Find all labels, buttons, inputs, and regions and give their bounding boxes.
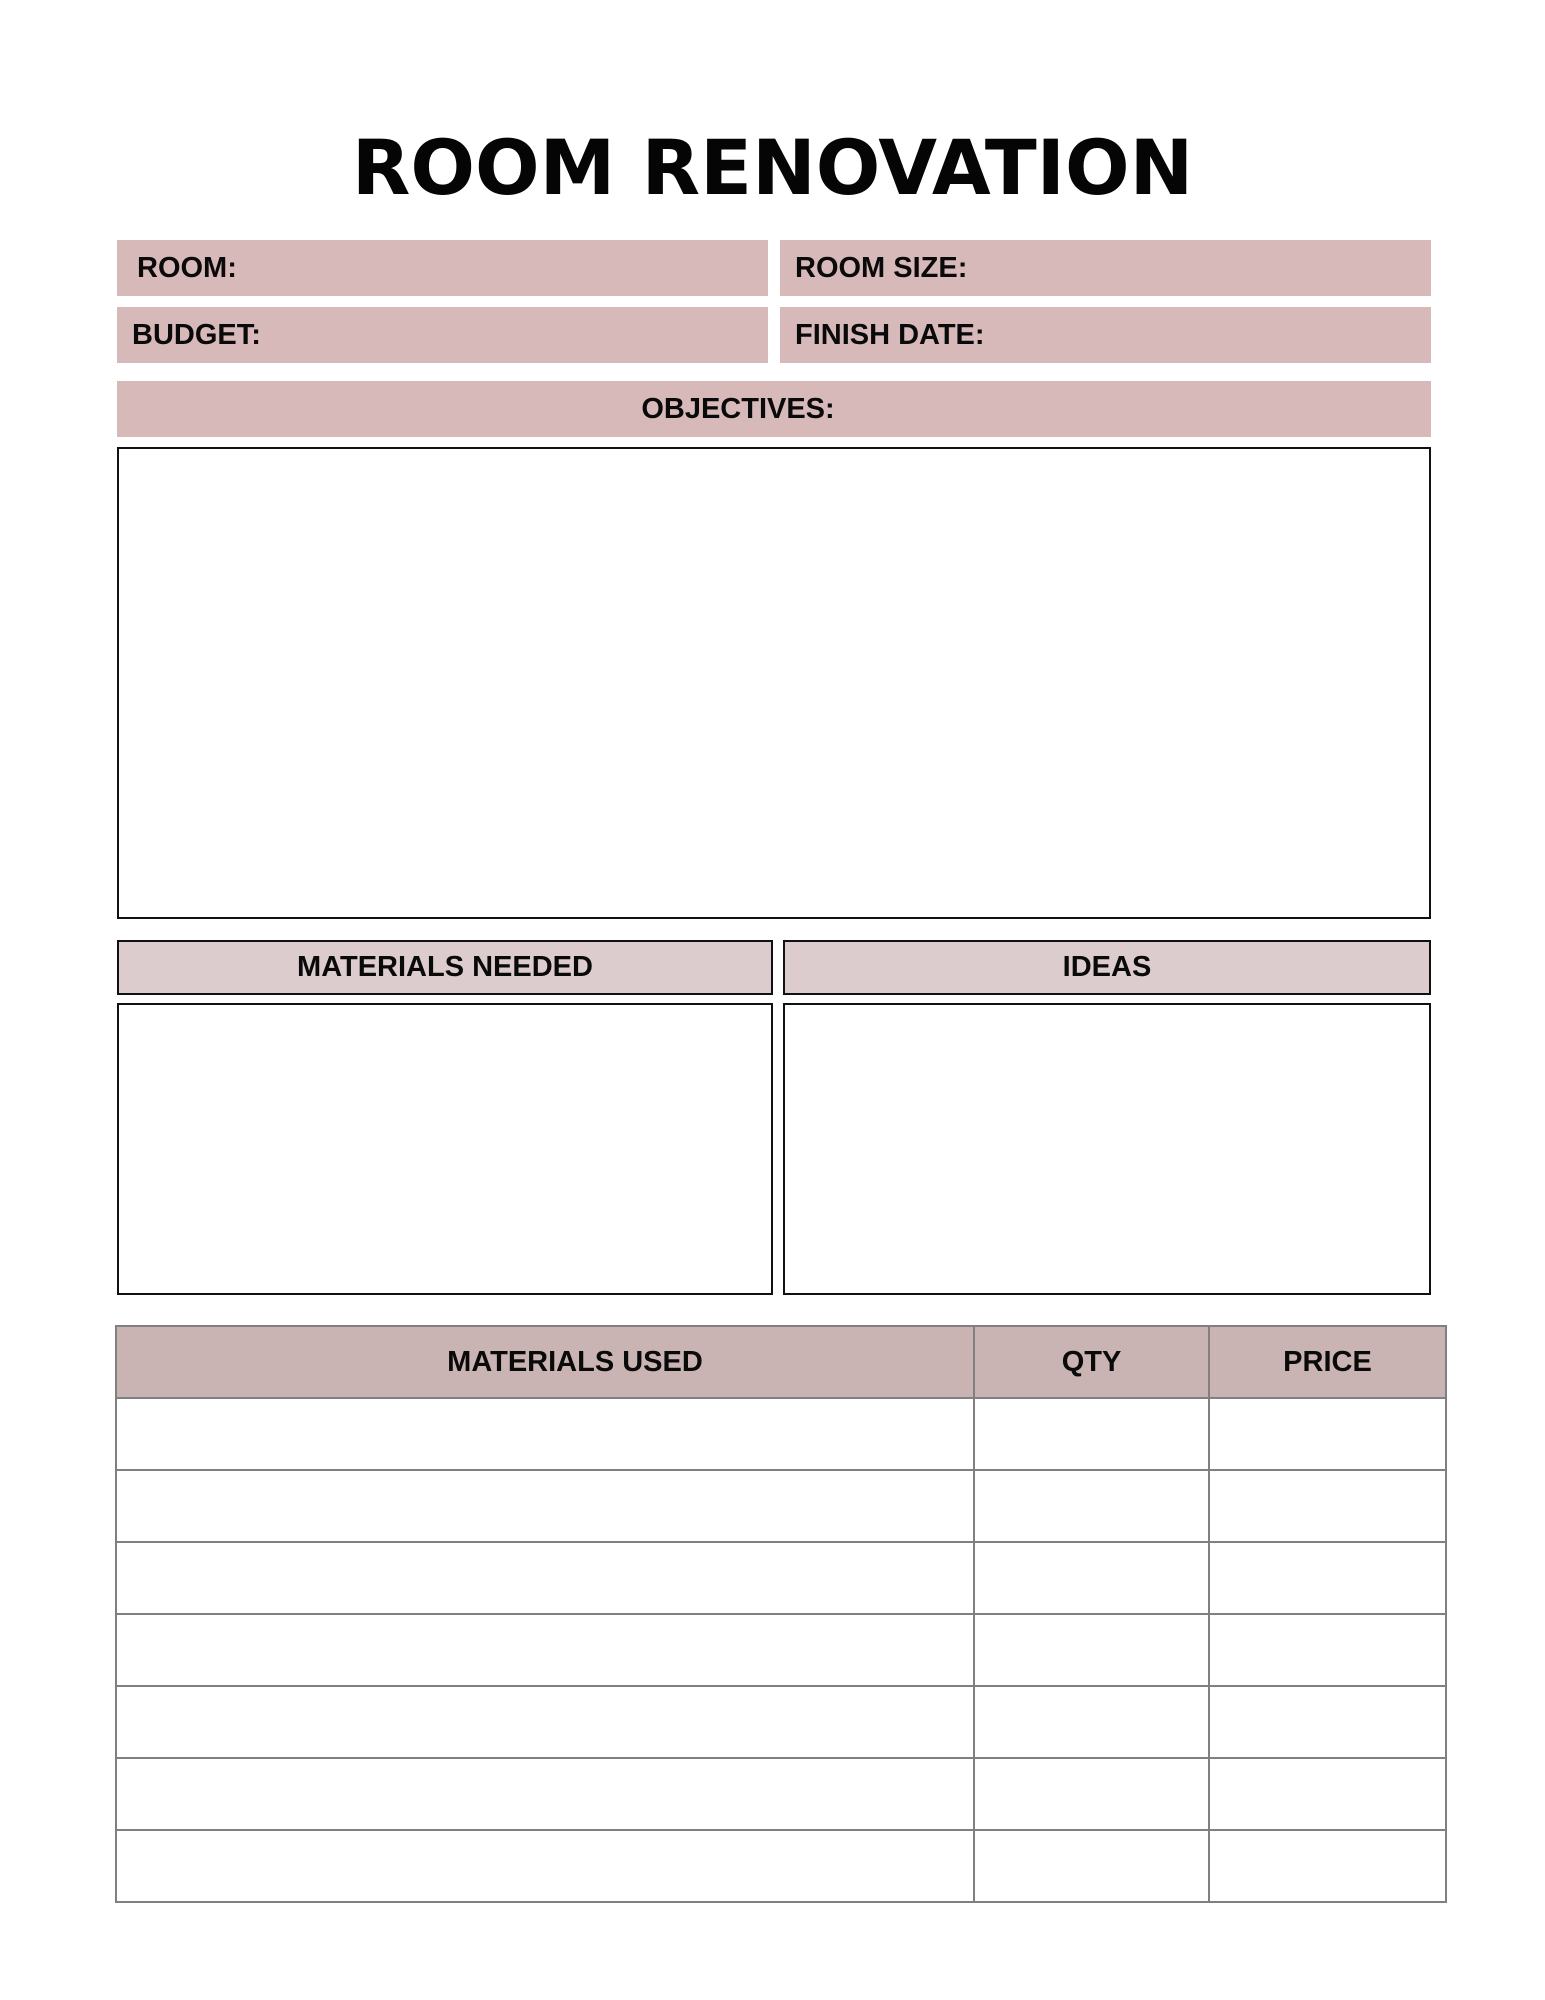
table-row [116,1686,1446,1758]
price-cell[interactable] [1209,1542,1446,1614]
materials-needed-header [117,940,773,995]
header-price: PRICE [1209,1326,1446,1398]
budget-label: BUDGET: [132,318,261,351]
objectives-label: OBJECTIVES: [641,392,835,425]
table-row [116,1398,1446,1470]
table-row [116,1614,1446,1686]
qty-cell[interactable] [974,1470,1209,1542]
table-header-row [116,1326,1446,1398]
materials-needed-text-area[interactable] [117,1003,773,1295]
room-size-label: ROOM SIZE: [795,251,968,284]
material-cell[interactable] [116,1398,974,1470]
header-qty: QTY [974,1326,1209,1398]
ideas-text-area[interactable] [783,1003,1431,1295]
materials-used-table [115,1325,1447,1903]
objectives-text-area[interactable] [117,447,1431,919]
room-field[interactable] [117,240,768,296]
page-title: ROOM RENOVATION [351,123,1194,212]
ideas-label: IDEAS [1062,951,1152,983]
finish-date-label: FINISH DATE: [795,318,985,351]
qty-cell[interactable] [974,1398,1209,1470]
table-row [116,1542,1446,1614]
price-cell[interactable] [1209,1470,1446,1542]
material-cell[interactable] [116,1542,974,1614]
room-label: ROOM: [137,251,237,284]
qty-cell[interactable] [974,1542,1209,1614]
ideas-header [783,940,1431,995]
objectives-header [117,381,1431,437]
materials-needed-label: MATERIALS NEEDED [297,951,593,983]
material-cell[interactable] [116,1470,974,1542]
qty-cell[interactable] [974,1830,1209,1902]
qty-cell[interactable] [974,1758,1209,1830]
price-cell[interactable] [1209,1614,1446,1686]
price-cell[interactable] [1209,1398,1446,1470]
material-cell[interactable] [116,1686,974,1758]
table-row [116,1470,1446,1542]
material-cell[interactable] [116,1614,974,1686]
finish-date-field[interactable] [780,307,1431,363]
header-materials-used: MATERIALS USED [116,1326,974,1398]
qty-cell[interactable] [974,1614,1209,1686]
material-cell[interactable] [116,1830,974,1902]
price-cell[interactable] [1209,1686,1446,1758]
budget-field[interactable] [117,307,768,363]
table-row [116,1830,1446,1902]
price-cell[interactable] [1209,1830,1446,1902]
room-size-field[interactable] [780,240,1431,296]
qty-cell[interactable] [974,1686,1209,1758]
table-row [116,1758,1446,1830]
material-cell[interactable] [116,1758,974,1830]
price-cell[interactable] [1209,1758,1446,1830]
